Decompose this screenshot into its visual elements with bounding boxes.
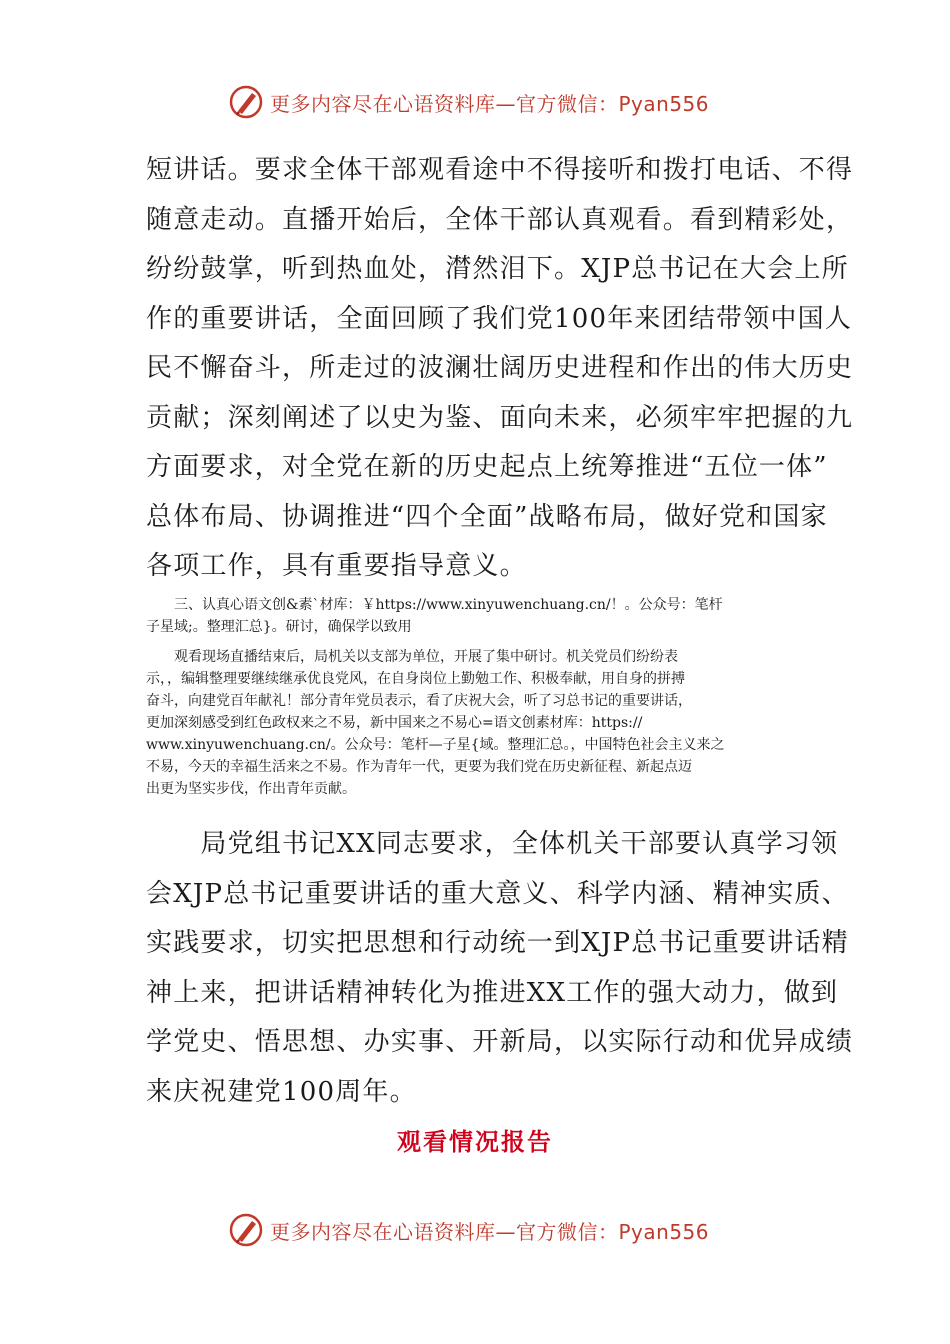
text-line: 会XJP总书记重要讲话的重大意义、科学内涵、精神实质、	[146, 878, 849, 909]
pen-logo-icon	[228, 1212, 264, 1248]
text-line: 纷纷鼓掌，听到热血处，潸然泪下。XJP总书记在大会上所	[146, 254, 849, 284]
text-line: 不易，今天的幸福生活来之不易。作为青年一代，更要为我们党在历史新征程、新起点迈	[146, 759, 692, 775]
text-line: 局党组书记XX同志要求，全体机关干部要认真学习领	[146, 829, 839, 859]
text-line: www.xinyuwenchuang.cn/。公众号：笔杆—子星{域。整理汇总。，中国特色社会主义来之	[146, 737, 725, 753]
text-line: 贡献；深刻阐述了以史为鉴、面向未来，必须牢牢把握的九	[146, 402, 854, 433]
small-paragraph	[146, 646, 810, 800]
text-line: 更加深刻感受到红色政权来之不易，新中国来之不易心=语文创素材库：https://	[146, 715, 643, 731]
text-line: 随意走动。直播开始后，全体干部认真观看。看到精彩处，	[146, 204, 854, 235]
text-line: 实践要求，切实把思想和行动统一到XJP总书记重要讲话精	[146, 928, 849, 958]
text-line: 示，，编辑整理要继续继承优良党风，在自身岗位上勤勉工作、积极奉献，用自身的拼搏	[146, 671, 685, 687]
body-paragraph-top	[146, 146, 854, 592]
text-line: 来庆祝建党100周年。	[146, 1076, 417, 1107]
text-line: 三、认真心语文创&素`材库：￥https://www.xinyuwenchuang.cn/！。公众号：笔杆	[146, 597, 723, 613]
report-heading: 观看情况报告	[397, 1127, 553, 1156]
text-line: 民不懈奋斗，所走过的波澜壮阔历史进程和作出的伟大历史	[146, 353, 854, 383]
text-line: 观看现场直播结束后，局机关以支部为单位，开展了集中研讨。机关党员们纷纷表	[146, 649, 678, 665]
text-line: 短讲话。要求全体干部观看途中不得接听和拨打电话、不得	[146, 155, 854, 185]
text-line: 神上来，把讲话精神转化为推进XX工作的强大动力，做到	[146, 977, 839, 1008]
text-line: 学党史、悟思想、办实事、开新局，以实际行动和优异成绩	[146, 1027, 854, 1057]
body-paragraph-bottom	[146, 820, 854, 1117]
text-line: 出更为坚实步伐，作出青年贡献。	[146, 781, 356, 797]
watermark-text: 更多内容尽在心语资料库—官方微信：Pyan556	[270, 1219, 710, 1244]
text-line: 奋斗，向建党百年献礼！部分青年党员表示，看了庆祝大会，听了习总书记的重要讲话，	[146, 693, 692, 709]
text-line: 各项工作，具有重要指导意义。	[146, 551, 527, 581]
pen-logo-icon	[228, 84, 264, 120]
text-line: 方面要求，对全党在新的历史起点上统筹推进“五位一体”	[146, 452, 828, 482]
text-line: 作的重要讲话，全面回顾了我们党100年来团结带领中国人	[146, 303, 853, 334]
text-line: 总体布局、协调推进“四个全面”战略布局，做好党和国家	[146, 501, 828, 532]
header-watermark	[228, 82, 709, 122]
footer-watermark	[228, 1210, 709, 1250]
section-heading-3	[146, 594, 810, 638]
text-line: 子星域;。整理汇总}。研讨，确保学以致用	[146, 619, 412, 635]
watermark-text: 更多内容尽在心语资料库—官方微信：Pyan556	[270, 91, 710, 116]
